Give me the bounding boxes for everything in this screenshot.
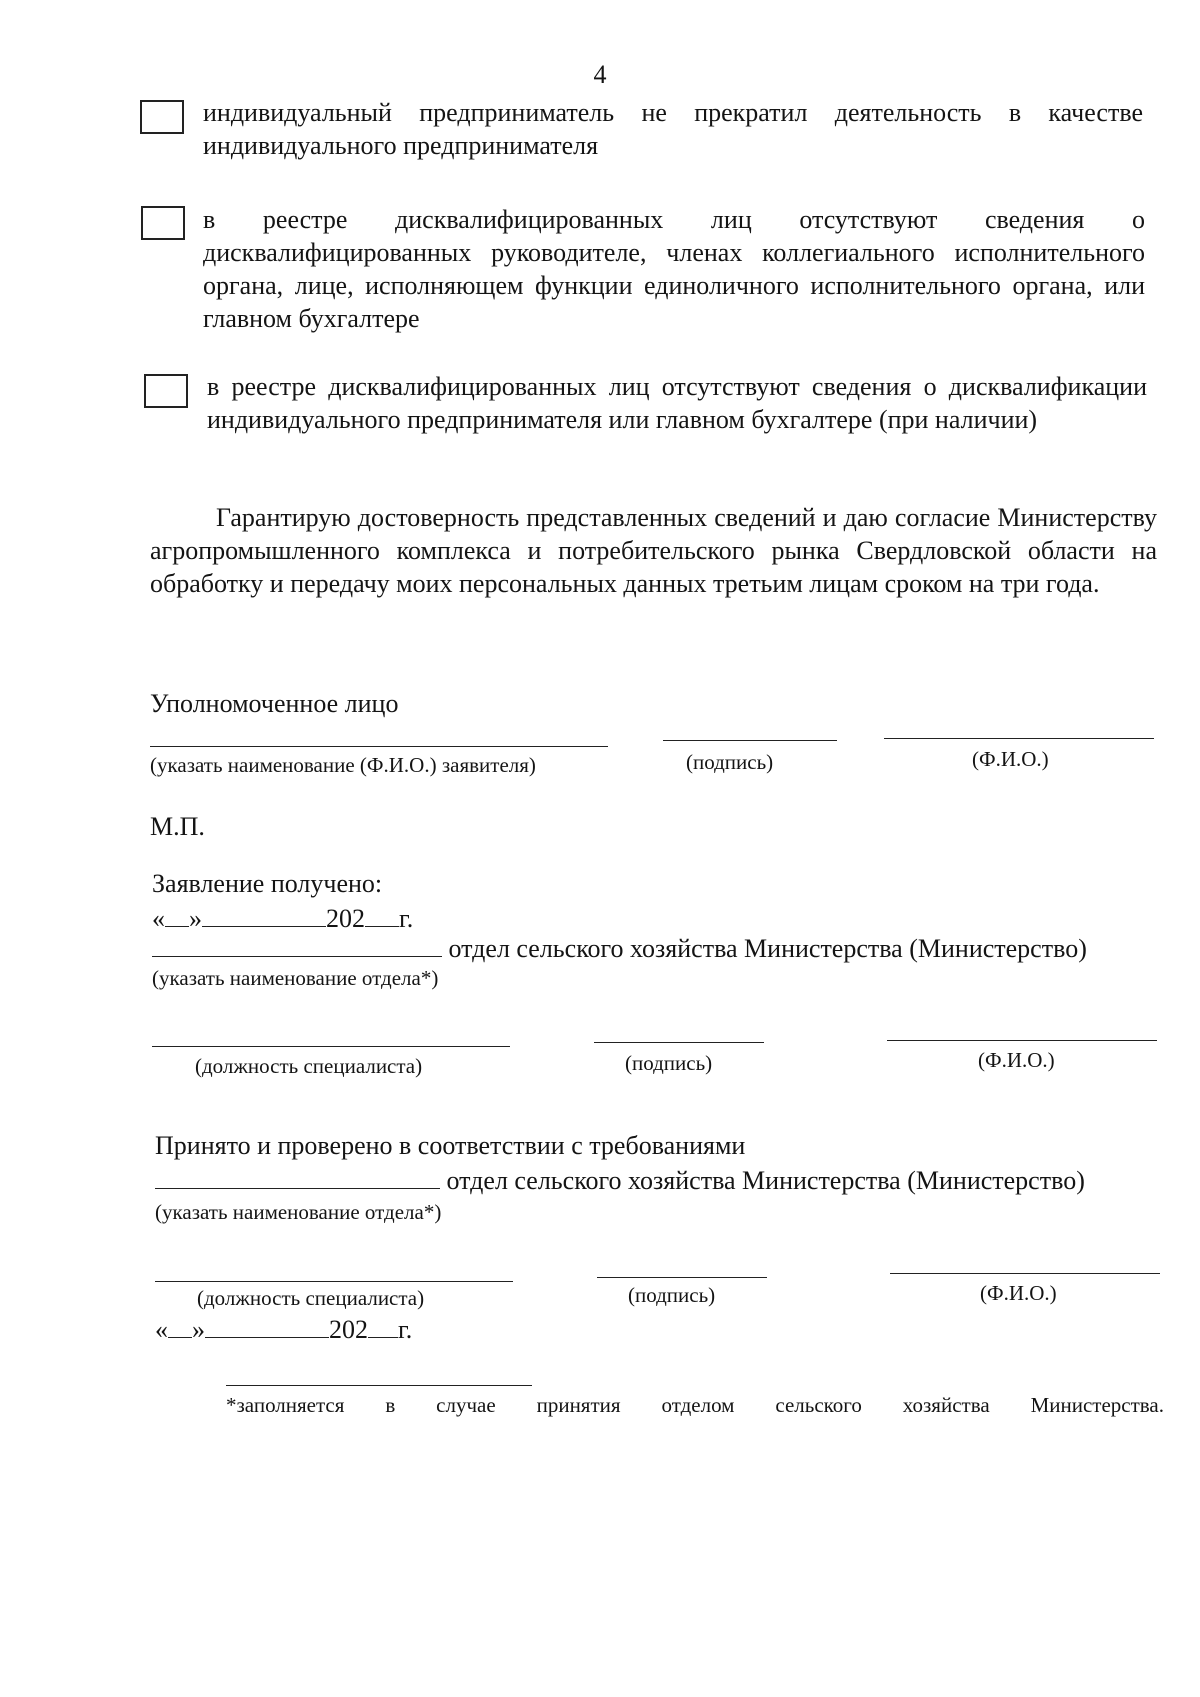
checkbox-no-disqualified-ip[interactable] xyxy=(144,374,188,408)
checked-department-label: (указать наименование отдела*) xyxy=(155,1200,442,1224)
date-quote-close: » xyxy=(192,1315,205,1344)
checked-fio-line[interactable] xyxy=(890,1273,1160,1274)
guarantee-paragraph: Гарантирую достоверность представленных сведений и даю согласие Министерству агропромышленного комплекса и потребительского рынка Свердловской области на обработку и передачу моих персональных данных третьим лицам сроком на три года. xyxy=(150,503,1157,598)
checked-department-field[interactable] xyxy=(155,1164,440,1189)
checked-fio-label: (Ф.И.О.) xyxy=(980,1281,1057,1305)
received-date xyxy=(152,902,413,934)
received-position-line[interactable] xyxy=(152,1046,510,1047)
checkbox-label-no-disqualified-managers: в реестре дисквалифицированных лиц отсутствуют сведения о дисквалифицированных руководителе, членах коллегиального исполнительного органа, лице, исполняющем функции единоличного исполнительного органа, или главном бухгалтере xyxy=(203,205,1145,333)
footnote-text: *заполняется в случае принятия отделом сельского хозяйства Министерства. xyxy=(226,1393,1164,1417)
checkbox-no-disqualified-managers[interactable] xyxy=(141,206,185,240)
date-quote-open: « xyxy=(155,1315,168,1344)
checked-heading: Принято и проверено в соответствии с требованиями xyxy=(155,1131,746,1160)
checked-month-field[interactable] xyxy=(205,1313,329,1338)
received-signature-label: (подпись) xyxy=(625,1051,713,1075)
received-department-text: отдел сельского хозяйства Министерства (Министерство) xyxy=(448,934,1087,963)
applicant-fio-line[interactable] xyxy=(884,738,1154,739)
applicant-signature-line[interactable] xyxy=(663,740,837,741)
received-heading: Заявление получено: xyxy=(152,869,383,898)
checked-department-text: отдел сельского хозяйства Министерства (Министерство) xyxy=(446,1166,1085,1195)
received-signature-line[interactable] xyxy=(594,1042,764,1043)
checkbox-label-no-disqualified-ip: в реестре дисквалифицированных лиц отсутствуют сведения о дисквалификации индивидуального предпринимателя или главном бухгалтере (при наличии) xyxy=(207,372,1147,434)
page-number: 4 xyxy=(593,60,607,89)
stamp-mark: М.П. xyxy=(150,812,205,841)
checkbox-label-ip-active: индивидуальный предприниматель не прекратил деятельность в качестве индивидуального предпринимателя xyxy=(203,98,1143,160)
received-department-row xyxy=(152,932,1087,964)
received-position-label: (должность специалиста) xyxy=(195,1054,423,1078)
checked-department-row xyxy=(155,1164,1085,1196)
applicant-name-label: (указать наименование (Ф.И.О.) заявителя) xyxy=(150,753,536,777)
footnote-separator xyxy=(226,1385,532,1386)
checked-position-line[interactable] xyxy=(155,1281,513,1282)
checked-date xyxy=(155,1313,412,1345)
checked-signature-line[interactable] xyxy=(597,1277,767,1278)
received-department-label: (указать наименование отдела*) xyxy=(152,966,439,990)
checked-year-field[interactable] xyxy=(368,1313,398,1338)
date-quote-close: » xyxy=(189,904,202,933)
checked-signature-label: (подпись) xyxy=(628,1283,716,1307)
received-department-field[interactable] xyxy=(152,932,442,957)
checked-position-label: (должность специалиста) xyxy=(197,1286,425,1310)
received-day-field[interactable] xyxy=(165,902,189,927)
applicant-name-line[interactable] xyxy=(150,746,608,747)
received-year-prefix: 202 xyxy=(326,904,365,933)
date-quote-open: « xyxy=(152,904,165,933)
authorized-heading: Уполномоченное лицо xyxy=(150,689,399,718)
received-year-suffix: г. xyxy=(399,904,414,933)
applicant-signature-label: (подпись) xyxy=(686,750,774,774)
received-fio-line[interactable] xyxy=(887,1040,1157,1041)
checked-day-field[interactable] xyxy=(168,1313,192,1338)
checkbox-ip-active[interactable] xyxy=(140,100,184,134)
received-month-field[interactable] xyxy=(202,902,326,927)
received-fio-label: (Ф.И.О.) xyxy=(978,1048,1055,1072)
checked-year-suffix: г. xyxy=(398,1315,413,1344)
checked-year-prefix: 202 xyxy=(329,1315,368,1344)
applicant-fio-label: (Ф.И.О.) xyxy=(972,747,1049,771)
received-year-field[interactable] xyxy=(365,902,399,927)
